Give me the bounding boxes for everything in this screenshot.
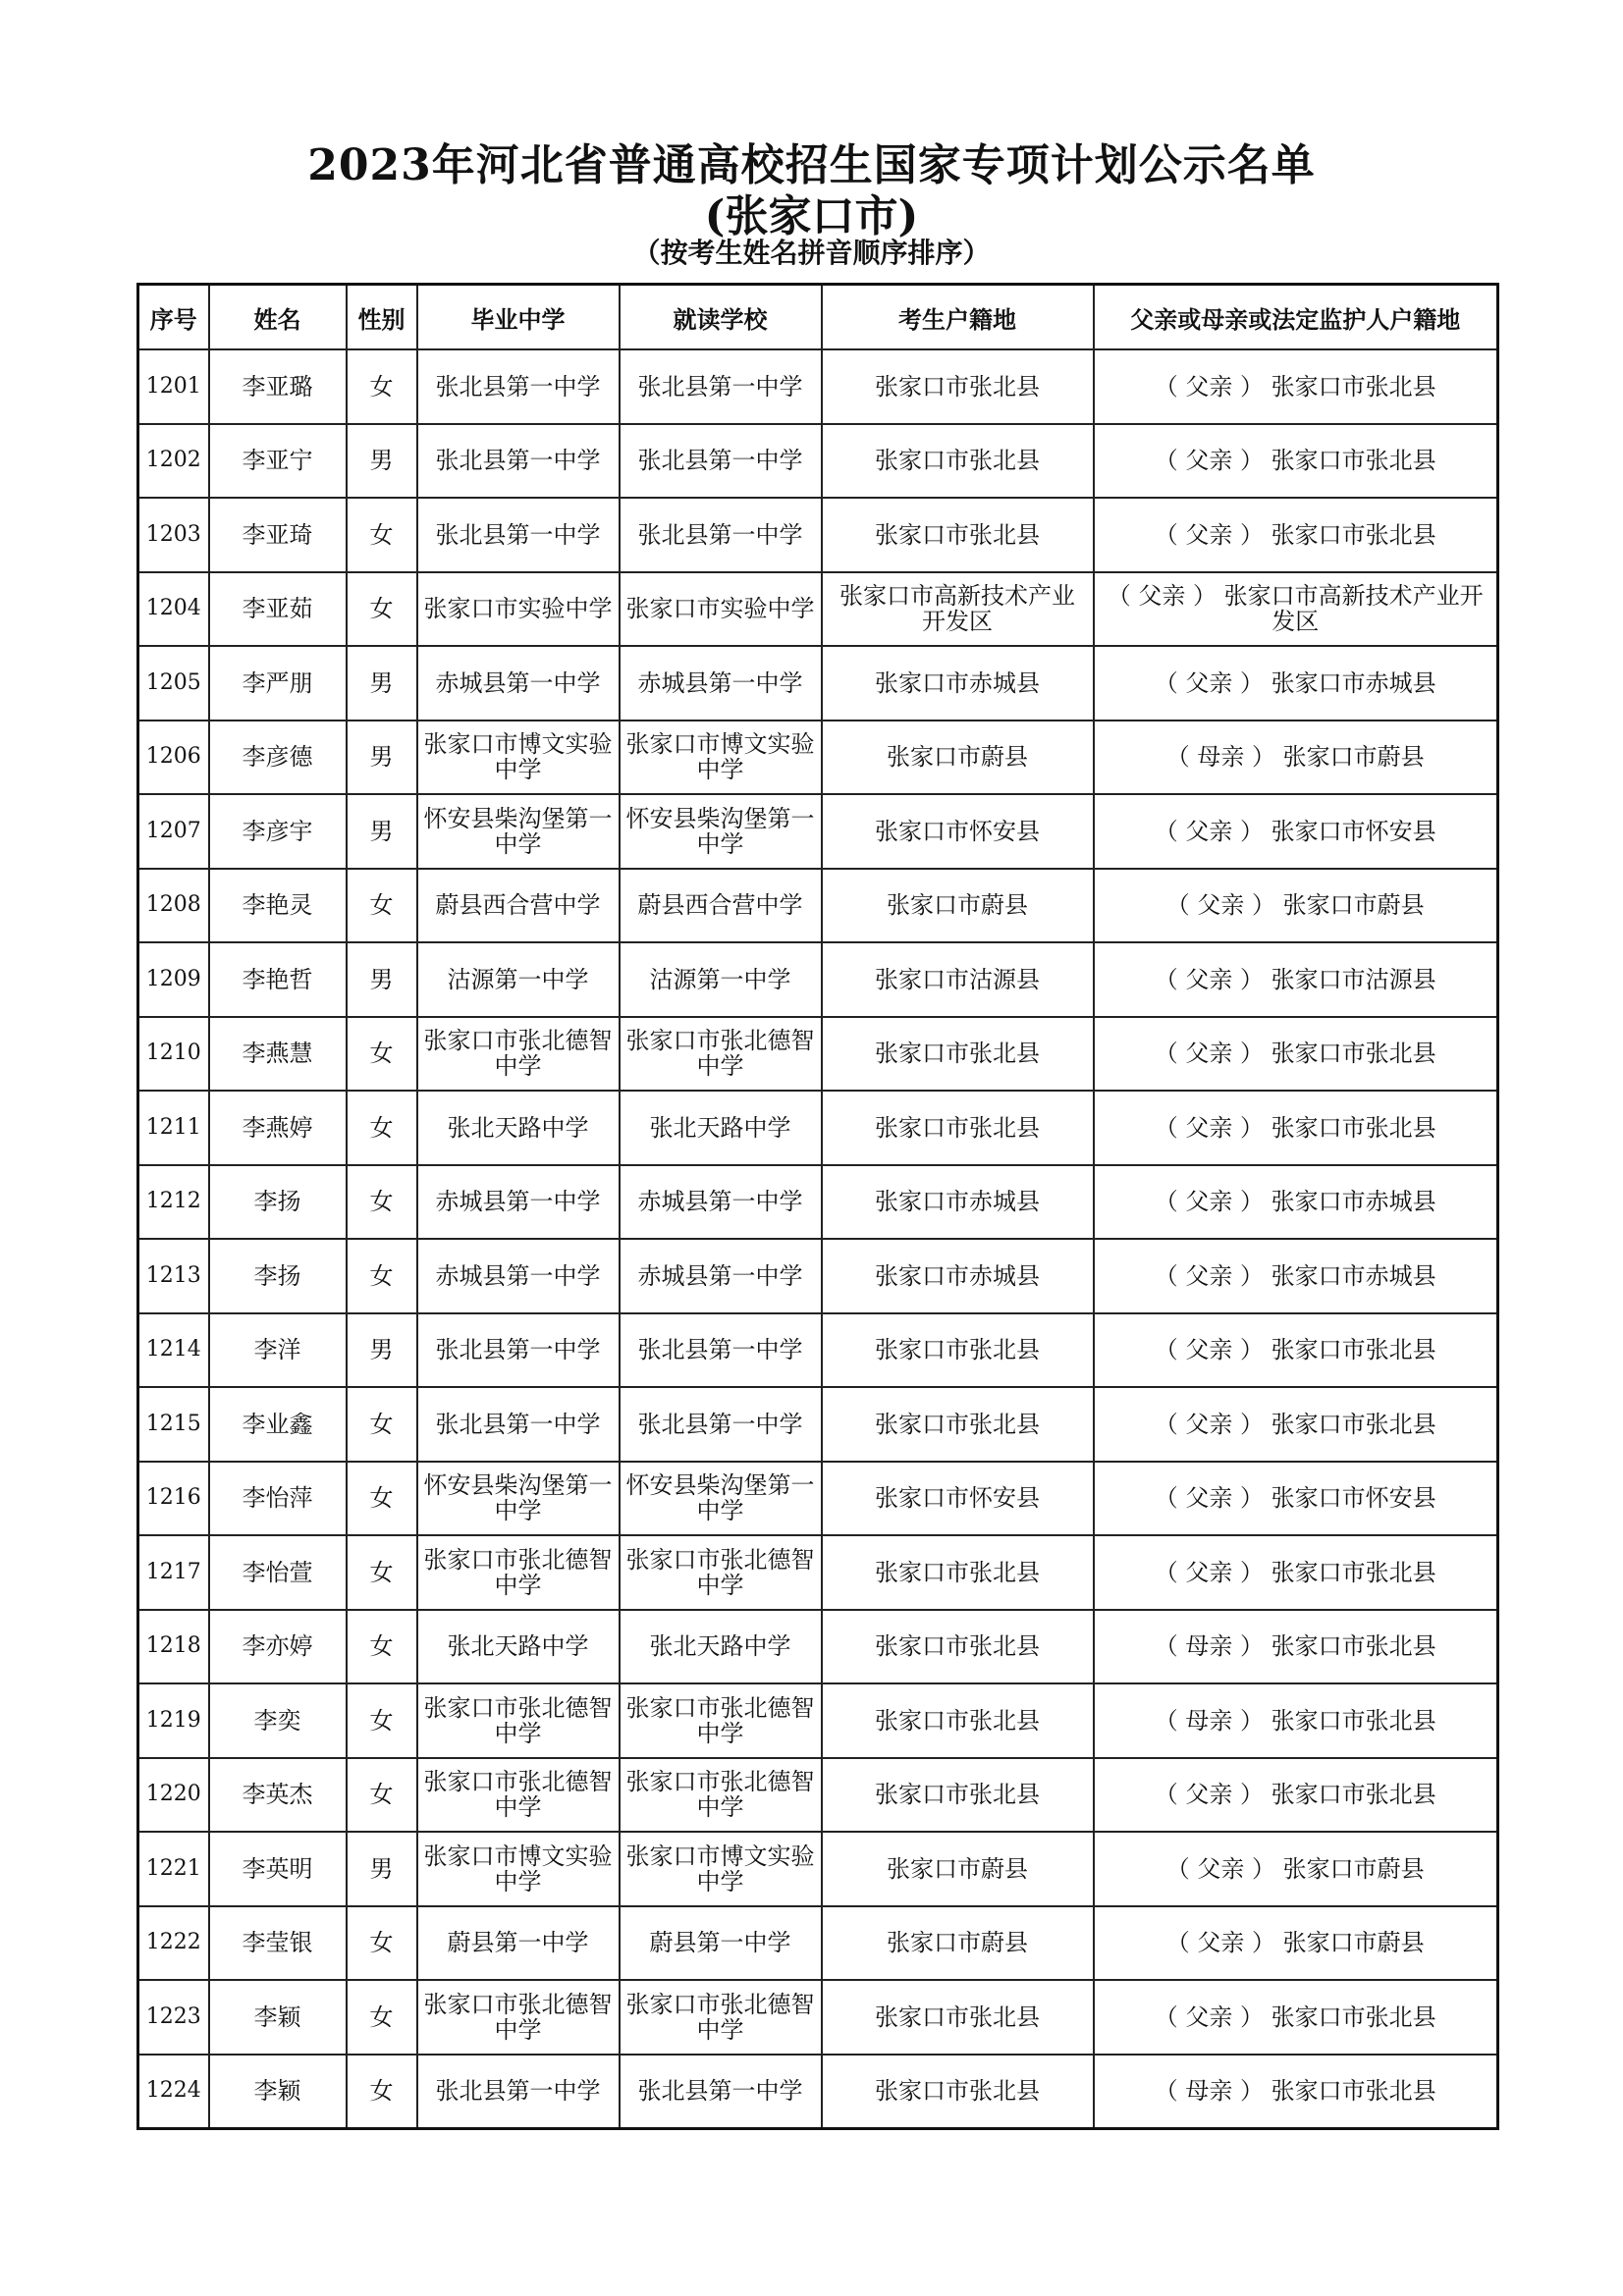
table-row — [138, 646, 1498, 721]
cell-name: 李扬 — [209, 1165, 347, 1240]
cell-graduated-school: 张北天路中学 — [417, 1610, 620, 1684]
cell-graduated-school: 怀安县柴沟堡第一中学 — [417, 794, 620, 869]
cell-current-school: 赤城县第一中学 — [620, 646, 822, 721]
cell-student-domicile: 张家口市沽源县 — [822, 942, 1094, 1017]
cell-serial: 1222 — [138, 1906, 209, 1981]
sort-note: （按考生姓名拼音顺序排序） — [632, 237, 991, 269]
cell-name: 李莹银 — [209, 1906, 347, 1981]
cell-graduated-school: 张北县第一中学 — [417, 1313, 620, 1388]
cell-name: 李彦宇 — [209, 794, 347, 869]
cell-gender: 女 — [347, 1462, 417, 1536]
cell-gender: 男 — [347, 646, 417, 721]
cell-student-domicile: 张家口市张北县 — [822, 1313, 1094, 1388]
cell-graduated-school: 赤城县第一中学 — [417, 646, 620, 721]
cell-student-domicile: 张家口市赤城县 — [822, 1165, 1094, 1240]
cell-student-domicile: 张家口市张北县 — [822, 1535, 1094, 1610]
cell-graduated-school: 张家口市博文实验中学 — [417, 721, 620, 795]
cell-graduated-school: 张北县第一中学 — [417, 498, 620, 572]
cell-name: 李亚宁 — [209, 424, 347, 499]
cell-current-school: 张家口市博文实验中学 — [620, 1832, 822, 1906]
cell-guardian-domicile: （ 父亲 ） 张家口市张北县 — [1094, 1313, 1498, 1388]
cell-current-school: 张家口市博文实验中学 — [620, 721, 822, 795]
cell-serial: 1223 — [138, 1980, 209, 2055]
cell-gender: 女 — [347, 1683, 417, 1758]
cell-guardian-domicile: （ 父亲 ） 张家口市张北县 — [1094, 424, 1498, 499]
cell-student-domicile: 张家口市高新技术产业开发区 — [822, 572, 1094, 647]
cell-student-domicile: 张家口市蔚县 — [822, 869, 1094, 943]
cell-current-school: 赤城县第一中学 — [620, 1165, 822, 1240]
cell-name: 李怡萍 — [209, 1462, 347, 1536]
cell-guardian-domicile: （ 父亲 ） 张家口市赤城县 — [1094, 1165, 1498, 1240]
cell-student-domicile: 张家口市张北县 — [822, 1610, 1094, 1684]
cell-graduated-school: 张北天路中学 — [417, 1091, 620, 1165]
table-row — [138, 1462, 1498, 1536]
cell-current-school: 赤城县第一中学 — [620, 1239, 822, 1313]
cell-current-school: 沽源第一中学 — [620, 942, 822, 1017]
cell-current-school: 怀安县柴沟堡第一中学 — [620, 794, 822, 869]
cell-guardian-domicile: （ 父亲 ） 张家口市蔚县 — [1094, 1832, 1498, 1906]
cell-name: 李颖 — [209, 2055, 347, 2129]
cell-student-domicile: 张家口市张北县 — [822, 1683, 1094, 1758]
cell-current-school: 张北县第一中学 — [620, 2055, 822, 2129]
cell-serial: 1209 — [138, 942, 209, 1017]
cell-serial: 1213 — [138, 1239, 209, 1313]
cell-student-domicile: 张家口市张北县 — [822, 424, 1094, 499]
cell-name: 李艳灵 — [209, 869, 347, 943]
cell-current-school: 张家口市实验中学 — [620, 572, 822, 647]
header-guardian-domicile: 父亲或母亲或法定监护人户籍地 — [1094, 285, 1498, 350]
cell-serial: 1217 — [138, 1535, 209, 1610]
table-row — [138, 1906, 1498, 1981]
cell-guardian-domicile: （ 母亲 ） 张家口市蔚县 — [1094, 721, 1498, 795]
cell-guardian-domicile: （ 父亲 ） 张家口市蔚县 — [1094, 869, 1498, 943]
cell-current-school: 张北县第一中学 — [620, 1313, 822, 1388]
cell-guardian-domicile: （ 父亲 ） 张家口市张北县 — [1094, 349, 1498, 424]
cell-gender: 男 — [347, 794, 417, 869]
cell-graduated-school: 张北县第一中学 — [417, 1387, 620, 1462]
table-row — [138, 1313, 1498, 1388]
cell-serial: 1210 — [138, 1017, 209, 1092]
page-title: 2023年河北省普通高校招生国家专项计划公示名单 — [307, 140, 1316, 190]
cell-current-school: 张家口市张北德智中学 — [620, 1017, 822, 1092]
table-row — [138, 1832, 1498, 1906]
cell-serial: 1206 — [138, 721, 209, 795]
cell-gender: 女 — [347, 1980, 417, 2055]
cell-name: 李燕婷 — [209, 1091, 347, 1165]
cell-name: 李洋 — [209, 1313, 347, 1388]
cell-graduated-school: 怀安县柴沟堡第一中学 — [417, 1462, 620, 1536]
cell-gender: 女 — [347, 1758, 417, 1833]
table-row — [138, 942, 1498, 1017]
table-row — [138, 1387, 1498, 1462]
cell-current-school: 张北县第一中学 — [620, 349, 822, 424]
cell-student-domicile: 张家口市张北县 — [822, 1091, 1094, 1165]
cell-graduated-school: 赤城县第一中学 — [417, 1239, 620, 1313]
cell-guardian-domicile: （ 父亲 ） 张家口市怀安县 — [1094, 1462, 1498, 1536]
cell-current-school: 张家口市张北德智中学 — [620, 1758, 822, 1833]
cell-current-school: 张家口市张北德智中学 — [620, 1980, 822, 2055]
cell-graduated-school: 赤城县第一中学 — [417, 1165, 620, 1240]
header-name: 姓名 — [209, 285, 347, 350]
cell-serial: 1204 — [138, 572, 209, 647]
cell-student-domicile: 张家口市赤城县 — [822, 1239, 1094, 1313]
cell-guardian-domicile: （ 父亲 ） 张家口市赤城县 — [1094, 1239, 1498, 1313]
cell-gender: 男 — [347, 1832, 417, 1906]
cell-student-domicile: 张家口市张北县 — [822, 2055, 1094, 2129]
cell-name: 李奕 — [209, 1683, 347, 1758]
cell-gender: 女 — [347, 869, 417, 943]
table-row — [138, 869, 1498, 943]
cell-serial: 1214 — [138, 1313, 209, 1388]
cell-gender: 女 — [347, 572, 417, 647]
cell-serial: 1219 — [138, 1683, 209, 1758]
cell-gender: 女 — [347, 2055, 417, 2129]
table-row — [138, 1239, 1498, 1313]
cell-name: 李严朋 — [209, 646, 347, 721]
cell-gender: 女 — [347, 1165, 417, 1240]
cell-serial: 1211 — [138, 1091, 209, 1165]
cell-graduated-school: 张北县第一中学 — [417, 424, 620, 499]
cell-serial: 1216 — [138, 1462, 209, 1536]
cell-gender: 女 — [347, 1906, 417, 1981]
cell-graduated-school: 张北县第一中学 — [417, 349, 620, 424]
cell-gender: 女 — [347, 1610, 417, 1684]
cell-gender: 男 — [347, 424, 417, 499]
cell-current-school: 张北天路中学 — [620, 1091, 822, 1165]
cell-guardian-domicile: （ 父亲 ） 张家口市张北县 — [1094, 1980, 1498, 2055]
table-row — [138, 721, 1498, 795]
cell-guardian-domicile: （ 父亲 ） 张家口市张北县 — [1094, 1758, 1498, 1833]
cell-guardian-domicile: （ 父亲 ） 张家口市赤城县 — [1094, 646, 1498, 721]
table-row — [138, 572, 1498, 647]
header-current-school: 就读学校 — [620, 285, 822, 350]
cell-student-domicile: 张家口市蔚县 — [822, 1832, 1094, 1906]
table-row — [138, 1091, 1498, 1165]
cell-name: 李业鑫 — [209, 1387, 347, 1462]
cell-graduated-school: 蔚县西合营中学 — [417, 869, 620, 943]
cell-current-school: 张北县第一中学 — [620, 1387, 822, 1462]
cell-name: 李亚璐 — [209, 349, 347, 424]
cell-gender: 女 — [347, 1239, 417, 1313]
cell-current-school: 张北县第一中学 — [620, 424, 822, 499]
cell-graduated-school: 张家口市张北德智中学 — [417, 1535, 620, 1610]
cell-serial: 1205 — [138, 646, 209, 721]
cell-name: 李英杰 — [209, 1758, 347, 1833]
table-row — [138, 1683, 1498, 1758]
cell-guardian-domicile: （ 父亲 ） 张家口市蔚县 — [1094, 1906, 1498, 1981]
cell-guardian-domicile: （ 父亲 ） 张家口市张北县 — [1094, 1535, 1498, 1610]
header-student-domicile: 考生户籍地 — [822, 285, 1094, 350]
cell-name: 李颖 — [209, 1980, 347, 2055]
cell-student-domicile: 张家口市张北县 — [822, 349, 1094, 424]
cell-current-school: 蔚县第一中学 — [620, 1906, 822, 1981]
cell-student-domicile: 张家口市张北县 — [822, 498, 1094, 572]
cell-student-domicile: 张家口市张北县 — [822, 1758, 1094, 1833]
cell-guardian-domicile: （ 父亲 ） 张家口市高新技术产业开发区 — [1094, 572, 1498, 647]
cell-student-domicile: 张家口市张北县 — [822, 1017, 1094, 1092]
cell-gender: 男 — [347, 721, 417, 795]
cell-current-school: 张家口市张北德智中学 — [620, 1683, 822, 1758]
header-graduated-school: 毕业中学 — [417, 285, 620, 350]
table-row — [138, 1165, 1498, 1240]
cell-gender: 女 — [347, 1535, 417, 1610]
cell-name: 李彦德 — [209, 721, 347, 795]
table-row — [138, 349, 1498, 424]
cell-serial: 1207 — [138, 794, 209, 869]
cell-graduated-school: 沽源第一中学 — [417, 942, 620, 1017]
cell-graduated-school: 张家口市张北德智中学 — [417, 1017, 620, 1092]
cell-graduated-school: 张家口市张北德智中学 — [417, 1980, 620, 2055]
cell-current-school: 张北天路中学 — [620, 1610, 822, 1684]
cell-student-domicile: 张家口市蔚县 — [822, 1906, 1094, 1981]
cell-gender: 女 — [347, 1091, 417, 1165]
cell-name: 李燕慧 — [209, 1017, 347, 1092]
cell-gender: 女 — [347, 498, 417, 572]
cell-name: 李英明 — [209, 1832, 347, 1906]
cell-name: 李扬 — [209, 1239, 347, 1313]
cell-gender: 女 — [347, 1017, 417, 1092]
cell-guardian-domicile: （ 父亲 ） 张家口市沽源县 — [1094, 942, 1498, 1017]
cell-student-domicile: 张家口市怀安县 — [822, 1462, 1094, 1536]
table-row — [138, 1980, 1498, 2055]
cell-current-school: 怀安县柴沟堡第一中学 — [620, 1462, 822, 1536]
table-row — [138, 1535, 1498, 1610]
cell-guardian-domicile: （ 母亲 ） 张家口市张北县 — [1094, 1610, 1498, 1684]
header-row — [138, 285, 1498, 350]
cell-name: 李亚琦 — [209, 498, 347, 572]
cell-current-school: 张家口市张北德智中学 — [620, 1535, 822, 1610]
cell-current-school: 蔚县西合营中学 — [620, 869, 822, 943]
table-row — [138, 1017, 1498, 1092]
cell-guardian-domicile: （ 父亲 ） 张家口市张北县 — [1094, 1017, 1498, 1092]
cell-student-domicile: 张家口市张北县 — [822, 1387, 1094, 1462]
cell-guardian-domicile: （ 母亲 ） 张家口市张北县 — [1094, 1683, 1498, 1758]
cell-serial: 1224 — [138, 2055, 209, 2129]
cell-graduated-school: 张家口市张北德智中学 — [417, 1758, 620, 1833]
cell-guardian-domicile: （ 父亲 ） 张家口市怀安县 — [1094, 794, 1498, 869]
table-row — [138, 1758, 1498, 1833]
cell-serial: 1212 — [138, 1165, 209, 1240]
cell-serial: 1208 — [138, 869, 209, 943]
header-gender: 性别 — [347, 285, 417, 350]
cell-gender: 女 — [347, 349, 417, 424]
cell-graduated-school: 张家口市张北德智中学 — [417, 1683, 620, 1758]
cell-gender: 女 — [347, 1387, 417, 1462]
roster-table — [136, 283, 1499, 2130]
cell-guardian-domicile: （ 父亲 ） 张家口市张北县 — [1094, 1091, 1498, 1165]
cell-serial: 1202 — [138, 424, 209, 499]
table-row — [138, 424, 1498, 499]
cell-gender: 男 — [347, 942, 417, 1017]
table-row — [138, 498, 1498, 572]
cell-serial: 1220 — [138, 1758, 209, 1833]
cell-student-domicile: 张家口市蔚县 — [822, 721, 1094, 795]
cell-serial: 1201 — [138, 349, 209, 424]
table-row — [138, 1610, 1498, 1684]
cell-graduated-school: 张北县第一中学 — [417, 2055, 620, 2129]
cell-name: 李怡萱 — [209, 1535, 347, 1610]
cell-guardian-domicile: （ 父亲 ） 张家口市张北县 — [1094, 1387, 1498, 1462]
cell-student-domicile: 张家口市怀安县 — [822, 794, 1094, 869]
cell-guardian-domicile: （ 母亲 ） 张家口市张北县 — [1094, 2055, 1498, 2129]
cell-student-domicile: 张家口市张北县 — [822, 1980, 1094, 2055]
cell-serial: 1221 — [138, 1832, 209, 1906]
cell-serial: 1203 — [138, 498, 209, 572]
cell-student-domicile: 张家口市赤城县 — [822, 646, 1094, 721]
roster-body — [138, 349, 1498, 2129]
cell-name: 李亦婷 — [209, 1610, 347, 1684]
cell-graduated-school: 蔚县第一中学 — [417, 1906, 620, 1981]
cell-gender: 男 — [347, 1313, 417, 1388]
header-serial: 序号 — [138, 285, 209, 350]
cell-name: 李艳哲 — [209, 942, 347, 1017]
table-row — [138, 2055, 1498, 2129]
cell-serial: 1215 — [138, 1387, 209, 1462]
cell-graduated-school: 张家口市实验中学 — [417, 572, 620, 647]
table-row — [138, 794, 1498, 869]
cell-current-school: 张北县第一中学 — [620, 498, 822, 572]
cell-name: 李亚茹 — [209, 572, 347, 647]
cell-guardian-domicile: （ 父亲 ） 张家口市张北县 — [1094, 498, 1498, 572]
cell-graduated-school: 张家口市博文实验中学 — [417, 1832, 620, 1906]
cell-serial: 1218 — [138, 1610, 209, 1684]
page-subtitle: (张家口市) — [704, 191, 919, 241]
